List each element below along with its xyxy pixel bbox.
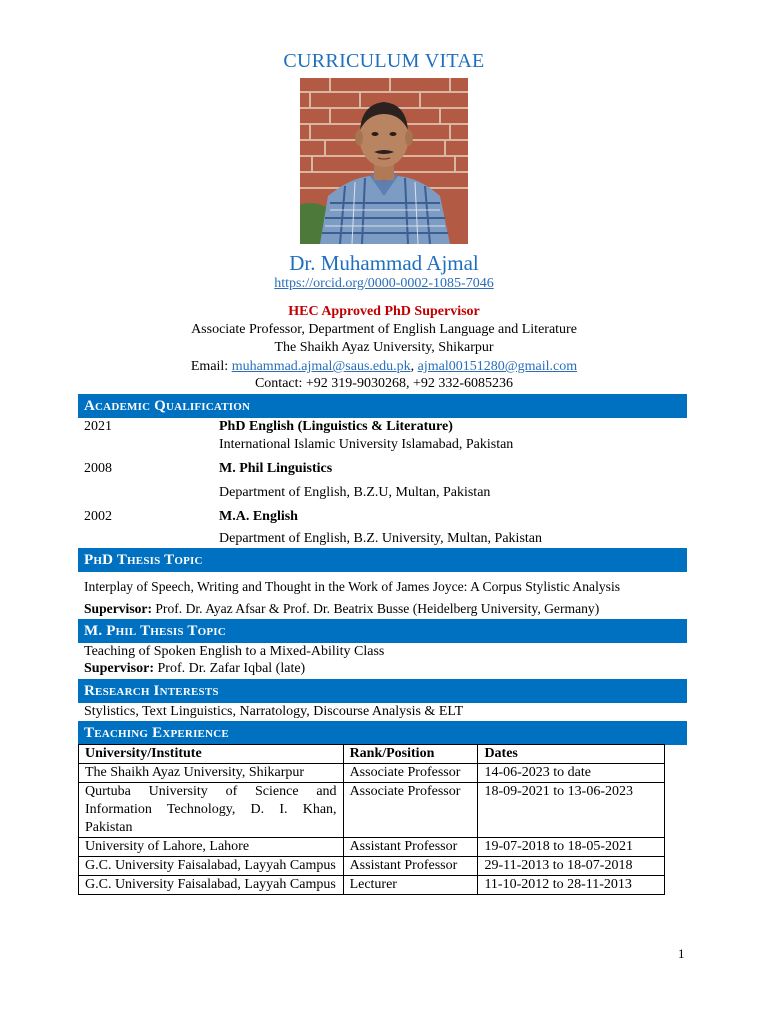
supervisor-badge: HEC Approved PhD Supervisor: [288, 304, 480, 319]
profile-photo: [300, 78, 468, 244]
column-header: Dates: [478, 745, 665, 764]
table-row: [79, 838, 665, 857]
teaching-experience-table: [78, 744, 665, 895]
institute-cell: University of Lahore, Lahore: [79, 838, 344, 857]
position-line: Associate Professor, Department of English Language and Literature: [191, 322, 577, 337]
section-phd-thesis-topic: PhD Thesis Topic: [78, 548, 687, 572]
dates-cell: 14-06-2023 to date: [478, 764, 665, 783]
email-link-1[interactable]: muhammad.ajmal@saus.edu.pk: [231, 359, 411, 374]
phd-supervisor-names: Prof. Dr. Ayaz Afsar & Prof. Dr. Beatrix Busse (Heidelberg University, Germany): [151, 601, 600, 616]
institute-cell: Qurtuba University of Science and Information Technology, D. I. Khan, Pakistan: [79, 783, 344, 838]
column-header: Rank/Position: [343, 745, 478, 764]
section-mphil-thesis-topic: M. Phil Thesis Topic: [78, 619, 687, 643]
email-line: [0, 359, 768, 375]
orcid-link[interactable]: https://orcid.org/0000-0002-1085-7046: [274, 276, 494, 291]
rank-cell: Lecturer: [343, 876, 478, 895]
section-research-interests: Research Interests: [78, 679, 687, 703]
qualification-institution: International Islamic University Islamabad, Pakistan: [219, 437, 514, 452]
phd-thesis-title: Interplay of Speech, Writing and Thought in the Work of James Joyce: A Corpus Stylistic Analysis: [84, 579, 621, 594]
qualification-institution: Department of English, B.Z. University, Multan, Pakistan: [219, 531, 542, 546]
mphil-supervisor-name: Prof. Dr. Zafar Iqbal (late): [154, 661, 306, 676]
dates-cell: 29-11-2013 to 18-07-2018: [478, 857, 665, 876]
qualification-year: 2002: [84, 509, 112, 524]
qualification-degree: M.A. English: [219, 509, 298, 524]
section-teaching-experience: Teaching Experience: [78, 721, 687, 745]
table-row: [79, 764, 665, 783]
rank-cell: Assistant Professor: [343, 838, 478, 857]
column-header: University/Institute: [79, 745, 344, 764]
university-line: The Shaikh Ayaz University, Shikarpur: [274, 340, 494, 355]
table-row: [79, 783, 665, 838]
mphil-supervisor: [84, 661, 305, 677]
page-number: 1: [678, 946, 685, 961]
rank-cell: Associate Professor: [343, 764, 478, 783]
qualification-degree: PhD English (Linguistics & Literature): [219, 419, 453, 434]
table-header-row: [79, 745, 665, 764]
institute-cell: G.C. University Faisalabad, Layyah Campus: [79, 857, 344, 876]
rank-cell: Assistant Professor: [343, 857, 478, 876]
institute-cell: G.C. University Faisalabad, Layyah Campus: [79, 876, 344, 895]
dates-cell: 19-07-2018 to 18-05-2021: [478, 838, 665, 857]
person-name: Dr. Muhammad Ajmal: [289, 251, 479, 275]
dates-cell: 11-10-2012 to 28-11-2013: [478, 876, 665, 895]
rank-cell: Associate Professor: [343, 783, 478, 838]
dates-cell: 18-09-2021 to 13-06-2023: [478, 783, 665, 838]
qualification-year: 2008: [84, 461, 112, 476]
institute-cell: The Shaikh Ayaz University, Shikarpur: [79, 764, 344, 783]
qualification-degree: M. Phil Linguistics: [219, 461, 333, 476]
qualification-year: 2021: [84, 419, 112, 434]
research-interests-text: Stylistics, Text Linguistics, Narratology, Discourse Analysis & ELT: [84, 704, 464, 719]
contact-line: Contact: +92 319-9030268, +92 332-6085236: [254, 376, 514, 391]
qualification-institution: Department of English, B.Z.U, Multan, Pakistan: [219, 485, 491, 500]
email-label: Email:: [190, 359, 232, 374]
email-link-2[interactable]: ajmal00151280@gmail.com: [417, 359, 578, 374]
table-row: [79, 876, 665, 895]
mphil-thesis-title: Teaching of Spoken English to a Mixed-Ability Class: [84, 644, 385, 659]
email-separator: ,: [410, 359, 418, 374]
phd-supervisor: [84, 601, 599, 617]
section-academic-qualification: Academic Qualification: [78, 394, 687, 418]
table-row: [79, 857, 665, 876]
mphil-supervisor-label: Supervisor:: [84, 661, 154, 676]
document-title: CURRICULUM VITAE: [283, 50, 485, 72]
phd-supervisor-label: Supervisor:: [84, 601, 152, 616]
